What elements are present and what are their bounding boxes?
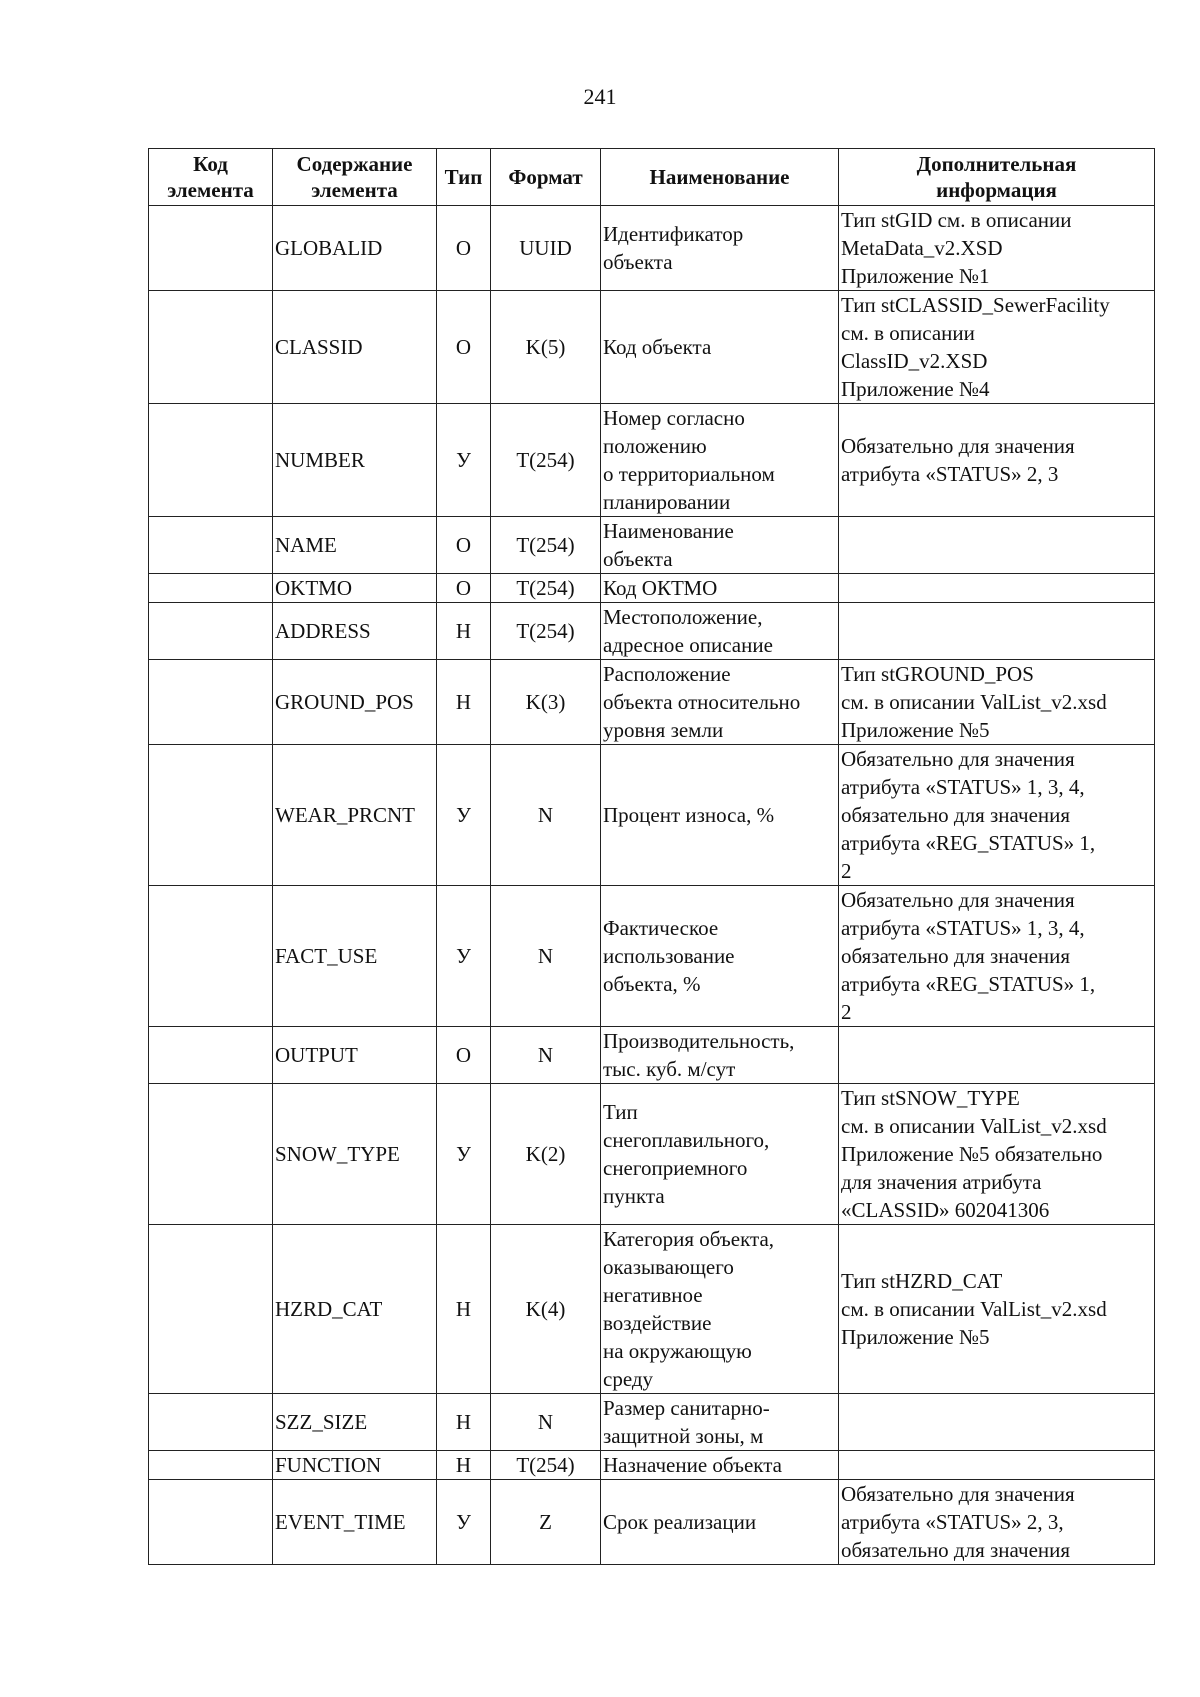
cell-info: Обязательно для значения атрибута «STATUS» 2, 3, обязательно для значения — [839, 1480, 1155, 1565]
cell-code — [149, 291, 273, 404]
cell-format: Z — [491, 1480, 601, 1565]
cell-format: T(254) — [491, 404, 601, 517]
cell-type: У — [437, 745, 491, 886]
cell-type: О — [437, 574, 491, 603]
cell-code — [149, 1394, 273, 1451]
cell-name: Срок реализации — [601, 1480, 839, 1565]
cell-name: Наименование объекта — [601, 517, 839, 574]
cell-content: GLOBALID — [273, 206, 437, 291]
header-name: Наименование — [601, 149, 839, 206]
cell-name: Номер согласно положению о территориальном планировании — [601, 404, 839, 517]
cell-code — [149, 1225, 273, 1394]
table-row — [149, 603, 1155, 660]
cell-format: T(254) — [491, 1451, 601, 1480]
cell-code — [149, 603, 273, 660]
cell-type: Н — [437, 603, 491, 660]
table-row — [149, 660, 1155, 745]
cell-content: GROUND_POS — [273, 660, 437, 745]
table-row — [149, 1480, 1155, 1565]
cell-format: N — [491, 1394, 601, 1451]
cell-info — [839, 517, 1155, 574]
cell-content: EVENT_TIME — [273, 1480, 437, 1565]
cell-type: Н — [437, 660, 491, 745]
cell-code — [149, 1451, 273, 1480]
cell-code — [149, 517, 273, 574]
cell-content: SZZ_SIZE — [273, 1394, 437, 1451]
cell-name: Идентификатор объекта — [601, 206, 839, 291]
cell-name: Код объекта — [601, 291, 839, 404]
cell-code — [149, 660, 273, 745]
cell-format: N — [491, 886, 601, 1027]
cell-content: NUMBER — [273, 404, 437, 517]
cell-type: Н — [437, 1394, 491, 1451]
cell-content: OUTPUT — [273, 1027, 437, 1084]
cell-name: Фактическое использование объекта, % — [601, 886, 839, 1027]
cell-name: Размер санитарно- защитной зоны, м — [601, 1394, 839, 1451]
cell-name: Местоположение, адресное описание — [601, 603, 839, 660]
header-info: Дополнительная информация — [839, 149, 1155, 206]
cell-content: NAME — [273, 517, 437, 574]
cell-code — [149, 1027, 273, 1084]
cell-info: Тип stCLASSID_SewerFacility см. в описании ClassID_v2.XSD Приложение №4 — [839, 291, 1155, 404]
cell-content: FUNCTION — [273, 1451, 437, 1480]
table-row — [149, 1027, 1155, 1084]
table-header-row — [149, 149, 1155, 206]
table-row — [149, 291, 1155, 404]
table-row — [149, 574, 1155, 603]
cell-info: Обязательно для значения атрибута «STATUS» 1, 3, 4, обязательно для значения атрибута «REG_STATUS» 1, 2 — [839, 886, 1155, 1027]
cell-type: У — [437, 404, 491, 517]
cell-content: CLASSID — [273, 291, 437, 404]
cell-info — [839, 574, 1155, 603]
table-row — [149, 1394, 1155, 1451]
cell-type: О — [437, 1027, 491, 1084]
header-code: Код элемента — [149, 149, 273, 206]
cell-format: T(254) — [491, 603, 601, 660]
cell-name: Процент износа, % — [601, 745, 839, 886]
cell-info — [839, 603, 1155, 660]
cell-format: UUID — [491, 206, 601, 291]
cell-info: Обязательно для значения атрибута «STATUS» 1, 3, 4, обязательно для значения атрибута «REG_STATUS» 1, 2 — [839, 745, 1155, 886]
cell-name: Категория объекта, оказывающего негативное воздействие на окружающую среду — [601, 1225, 839, 1394]
table-row — [149, 206, 1155, 291]
cell-format: K(2) — [491, 1084, 601, 1225]
header-format: Формат — [491, 149, 601, 206]
cell-type: Н — [437, 1225, 491, 1394]
cell-format: N — [491, 745, 601, 886]
cell-code — [149, 574, 273, 603]
cell-format: K(4) — [491, 1225, 601, 1394]
table-row — [149, 517, 1155, 574]
table-row — [149, 745, 1155, 886]
cell-info — [839, 1027, 1155, 1084]
cell-info — [839, 1451, 1155, 1480]
cell-format: K(3) — [491, 660, 601, 745]
page-number: 241 — [583, 84, 617, 109]
cell-type: Н — [437, 1451, 491, 1480]
cell-format: T(254) — [491, 517, 601, 574]
cell-format: N — [491, 1027, 601, 1084]
table-row — [149, 1084, 1155, 1225]
cell-info: Тип stGID см. в описании MetaData_v2.XSD Приложение №1 — [839, 206, 1155, 291]
cell-name: Тип снегоплавильного, снегоприемного пункта — [601, 1084, 839, 1225]
cell-type: У — [437, 1480, 491, 1565]
cell-name: Расположение объекта относительно уровня земли — [601, 660, 839, 745]
cell-info: Обязательно для значения атрибута «STATUS» 2, 3 — [839, 404, 1155, 517]
table-row — [149, 404, 1155, 517]
cell-format: T(254) — [491, 574, 601, 603]
cell-name: Назначение объекта — [601, 1451, 839, 1480]
cell-name: Производительность, тыс. куб. м/сут — [601, 1027, 839, 1084]
cell-name: Код ОКТМО — [601, 574, 839, 603]
cell-type: О — [437, 291, 491, 404]
cell-content: WEAR_PRCNT — [273, 745, 437, 886]
cell-content: HZRD_CAT — [273, 1225, 437, 1394]
cell-info: Тип stHZRD_CAT см. в описании ValList_v2.xsd Приложение №5 — [839, 1225, 1155, 1394]
cell-type: О — [437, 517, 491, 574]
header-content: Содержание элемента — [273, 149, 437, 206]
cell-content: OKTMO — [273, 574, 437, 603]
header-type: Тип — [437, 149, 491, 206]
table-row — [149, 1225, 1155, 1394]
table-row — [149, 1451, 1155, 1480]
cell-format: K(5) — [491, 291, 601, 404]
table-row — [149, 886, 1155, 1027]
cell-type: У — [437, 1084, 491, 1225]
cell-code — [149, 886, 273, 1027]
cell-info: Тип stSNOW_TYPE см. в описании ValList_v2.xsd Приложение №5 обязательно для значения атрибута «CLASSID» 602041306 — [839, 1084, 1155, 1225]
cell-code — [149, 745, 273, 886]
cell-code — [149, 1084, 273, 1225]
cell-type: У — [437, 886, 491, 1027]
cell-code — [149, 206, 273, 291]
cell-code — [149, 1480, 273, 1565]
cell-info — [839, 1394, 1155, 1451]
cell-content: SNOW_TYPE — [273, 1084, 437, 1225]
attribute-table — [148, 148, 1155, 1565]
cell-info: Тип stGROUND_POS см. в описании ValList_v2.xsd Приложение №5 — [839, 660, 1155, 745]
cell-content: FACT_USE — [273, 886, 437, 1027]
cell-code — [149, 404, 273, 517]
cell-type: О — [437, 206, 491, 291]
cell-content: ADDRESS — [273, 603, 437, 660]
